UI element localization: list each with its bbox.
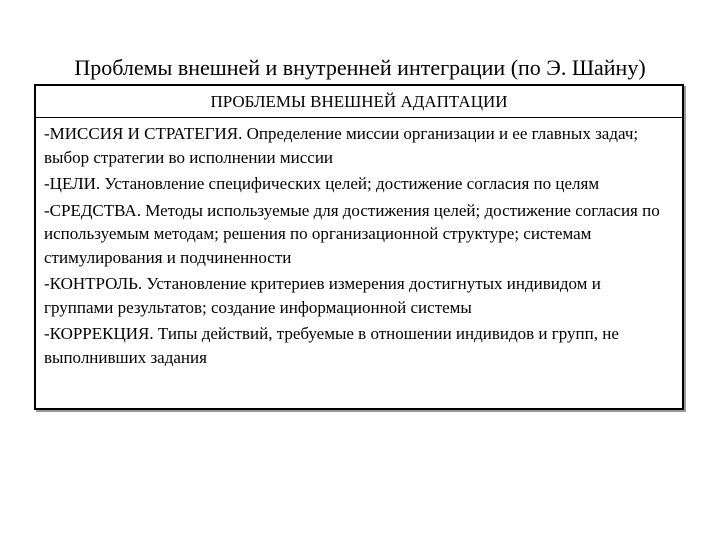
table-body — [36, 118, 682, 369]
item-correction: -КОРРЕКЦИЯ. Типы действий, требуемые в отношении индивидов и групп, не выполнивших задания — [44, 324, 619, 367]
slide-title: Проблемы внешней и внутренней интеграции (по Э. Шайну) — [74, 55, 646, 80]
item-control: -КОНТРОЛЬ. Установление критериев измерения достигнутых индивидом и группами результатов; создание информационной системы — [44, 274, 601, 317]
table-header: ПРОБЛЕМЫ ВНЕШНЕЙ АДАПТАЦИИ — [36, 86, 682, 118]
item-goals: -ЦЕЛИ. Установление специфических целей; достижение согласия по целям — [44, 174, 600, 193]
adaptation-problems-table — [34, 84, 684, 410]
item-means: -СРЕДСТВА. Методы используемые для достижения целей; достижение согласия по используемым методам; решения по организационной структуре; системам стимулирования и подчиненности — [44, 200, 660, 267]
item-mission-strategy: -МИССИЯ И СТРАТЕГИЯ. Определение миссии организации и ее главных задач; выбор стратегии во исполнении миссии — [44, 124, 639, 167]
